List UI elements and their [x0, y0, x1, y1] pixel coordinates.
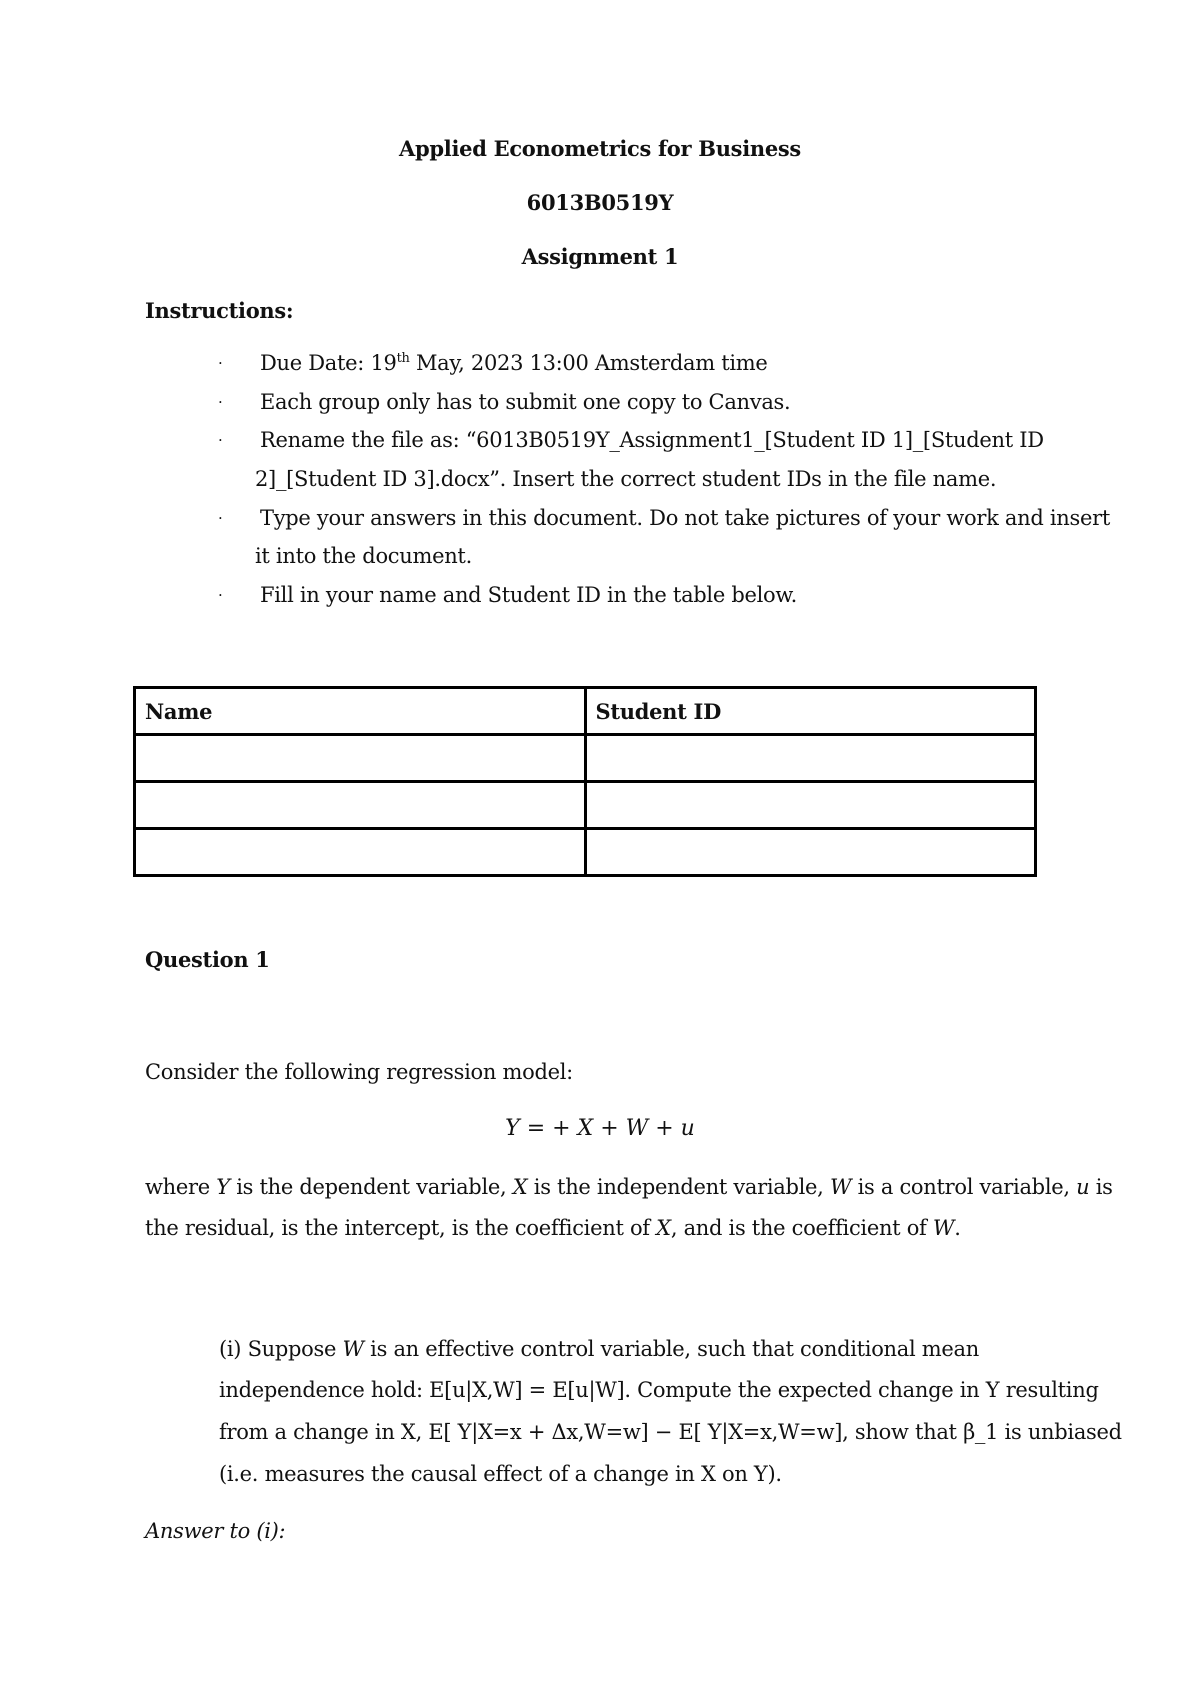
instruction-rename-line1: Rename the file as: “6013B0519Y_Assignment1_[Student ID 1]_[Student ID — [260, 428, 1044, 452]
instruction-type-line2: it into the document. — [255, 544, 472, 568]
table-row — [135, 829, 1036, 876]
where-line2 — [145, 1216, 961, 1240]
instruction-submit: Each group only has to submit one copy to Canvas. — [260, 390, 791, 414]
var-x: X — [656, 1216, 671, 1240]
where-line1 — [145, 1175, 1113, 1199]
table-row — [135, 782, 1036, 829]
due-date-suffix: May, 2023 13:00 Amsterdam time — [409, 351, 768, 375]
student-id-cell[interactable] — [585, 735, 1036, 782]
course-title: Applied Econometrics for Business — [399, 136, 801, 161]
bullet-icon: · — [218, 431, 223, 449]
var-w: W — [342, 1337, 364, 1361]
instructions-heading: Instructions: — [145, 298, 294, 323]
student-id-cell[interactable] — [585, 782, 1036, 829]
instruction-type-line1: Type your answers in this document. Do not take pictures of your work and insert — [260, 506, 1110, 530]
where-text: is a control variable, — [851, 1175, 1077, 1199]
instruction-rename-line2: 2]_[Student ID 3].docx”. Insert the correct student IDs in the file name. — [255, 467, 997, 491]
where-text: . — [954, 1216, 961, 1240]
question1-heading: Question 1 — [145, 947, 270, 972]
assignment-title: Assignment 1 — [521, 244, 679, 269]
where-text: where — [145, 1175, 217, 1199]
student-table — [133, 686, 1037, 877]
var-u: u — [1076, 1175, 1090, 1199]
bullet-icon: · — [218, 354, 223, 372]
question1-intro: Consider the following regression model: — [145, 1060, 573, 1084]
part-i-line2: independence hold: E[u|X,W] = E[u|W]. Compute the expected change in Y resulting — [219, 1378, 1099, 1402]
bullet-icon: · — [218, 509, 223, 527]
course-code: 6013B0519Y — [526, 190, 674, 215]
var-w: W — [829, 1175, 852, 1199]
bullet-icon: · — [218, 393, 223, 411]
instruction-fill-table: Fill in your name and Student ID in the table below. — [260, 583, 797, 607]
answer-label: Answer to (i): — [145, 1519, 286, 1543]
header-student-id: Student ID — [585, 688, 1036, 735]
table-row — [135, 735, 1036, 782]
due-date-prefix: Due Date: 19 — [260, 351, 397, 375]
header-name: Name — [135, 688, 586, 735]
where-text: is — [1089, 1175, 1113, 1199]
where-text: the residual, is the intercept, is the coefficient of — [145, 1216, 657, 1240]
bullet-icon: · — [218, 586, 223, 604]
student-id-cell[interactable] — [585, 829, 1036, 876]
var-w: W — [932, 1216, 955, 1240]
name-cell[interactable] — [135, 735, 586, 782]
part-i-text: is an effective control variable, such that conditional mean — [363, 1337, 979, 1361]
name-cell[interactable] — [135, 829, 586, 876]
where-text: is the dependent variable, — [229, 1175, 513, 1199]
var-x: X — [512, 1175, 528, 1199]
where-text: , and is the coefficient of — [670, 1216, 933, 1240]
part-i-line4: (i.e. measures the causal effect of a change in X on Y). — [219, 1462, 782, 1486]
instruction-due-date — [260, 351, 768, 375]
part-i-line3: from a change in X, E[ Y|X=x + Δx,W=w] − E[ Y|X=x,W=w], show that β_1 is unbiased — [219, 1420, 1122, 1444]
part-i-text: (i) Suppose — [219, 1337, 343, 1361]
part-i-line1 — [219, 1337, 979, 1361]
regression-equation: Y = + X + W + u — [505, 1116, 695, 1141]
due-date-sup: th — [396, 351, 410, 366]
table-header-row — [135, 688, 1036, 735]
name-cell[interactable] — [135, 782, 586, 829]
where-text: is the independent variable, — [527, 1175, 830, 1199]
var-y: Y — [216, 1175, 230, 1199]
